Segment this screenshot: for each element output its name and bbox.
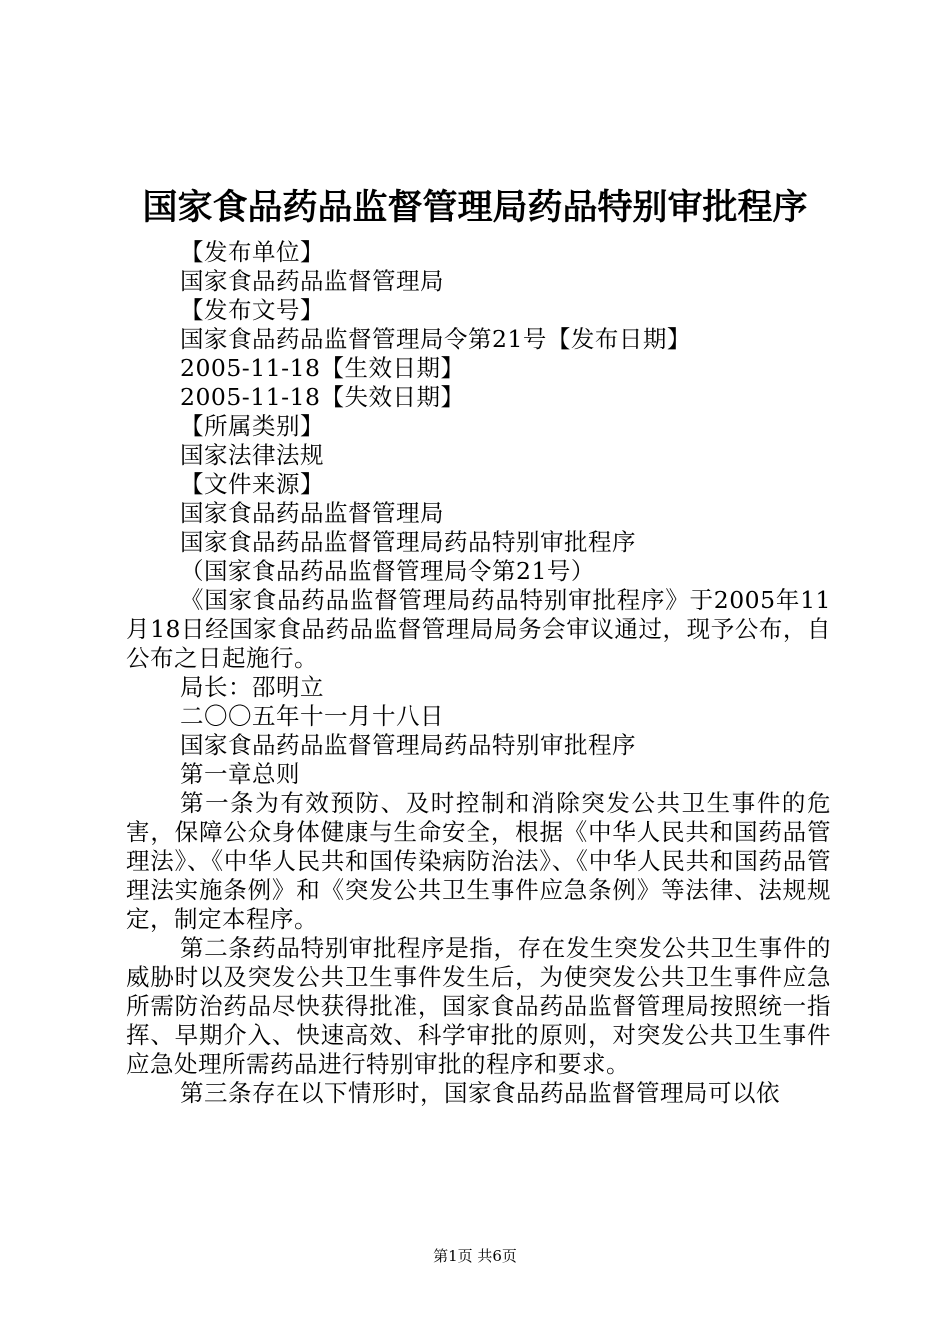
header-line-doc-name: 国家食品药品监督管理局药品特别审批程序	[180, 528, 636, 556]
subtitle-line: 国家食品药品监督管理局药品特别审批程序	[180, 731, 636, 759]
header-line-docnum-label: 【发布文号】	[180, 296, 324, 324]
article-paragraph: 第二条药品特别审批程序是指，存在发生突发公共卫生事件的威胁时以及突发公共卫生事件发生后，为使突发公共卫生事件应急所需防治药品尽快获得批准，国家食品药品监督管理局按照统一指挥、早期介入、快速高效、科学审批的原则，对突发公共卫生事件应急处理所需药品进行特别审批的程序和要求。	[126, 934, 831, 1078]
header-line-publisher: 国家食品药品监督管理局	[180, 267, 444, 295]
article-paragraph: 第三条存在以下情形时，国家食品药品监督管理局可以依	[180, 1079, 780, 1107]
date-line: 二〇〇五年十一月十八日	[180, 702, 444, 730]
header-line-source: 国家食品药品监督管理局	[180, 499, 444, 527]
intro-paragraph: 《国家食品药品监督管理局药品特别审批程序》于2005年11月18日经国家食品药品监督管理局局务会审议通过，现予公布，自公布之日起施行。	[126, 586, 831, 672]
document-body	[126, 238, 831, 1108]
page-footer: 第1页 共6页	[433, 1247, 517, 1265]
header-line-order-number: （国家食品药品监督管理局令第21号）	[180, 557, 595, 585]
header-line-source-label: 【文件来源】	[180, 470, 324, 498]
chapter-heading: 第一章总则	[180, 760, 300, 788]
header-line-docnum: 国家食品药品监督管理局令第21号【发布日期】	[180, 325, 691, 353]
header-line-publisher-label: 【发布单位】	[180, 238, 324, 266]
article-paragraph: 第一条为有效预防、及时控制和消除突发公共卫生事件的危害，保障公众身体健康与生命安全，根据《中华人民共和国药品管理法》、《中华人民共和国传染病防治法》、《中华人民共和国药品管理法实施条例》和《突发公共卫生事件应急条例》等法律、法规规定，制定本程序。	[126, 789, 831, 933]
header-line-effective-date: 2005-11-18【失效日期】	[180, 383, 465, 411]
header-line-category-label: 【所属类别】	[180, 412, 324, 440]
header-line-category: 国家法律法规	[180, 441, 324, 469]
signature-line: 局长：邵明立	[180, 673, 324, 701]
header-line-publish-date: 2005-11-18【生效日期】	[180, 354, 465, 382]
document-title: 国家食品药品监督管理局药品特别审批程序	[142, 187, 808, 228]
